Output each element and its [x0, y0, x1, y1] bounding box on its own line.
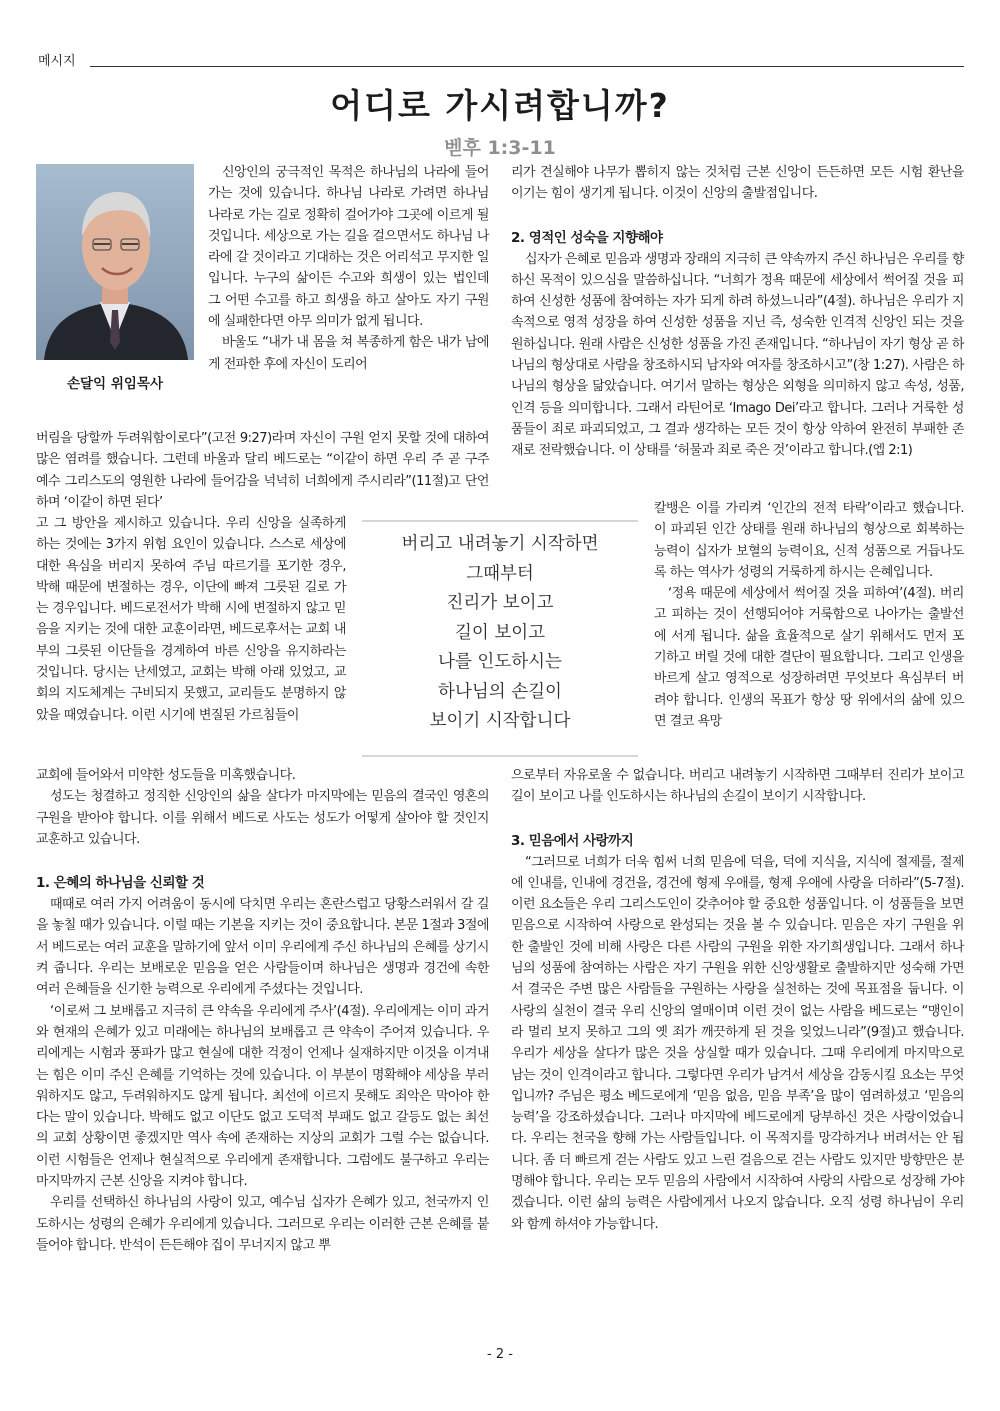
paragraph: 고 그 방안을 제시하고 있습니다. 우리 신앙을 실족하게 하는 것에는 3가지 위험 요인이 있습니다. 스스로 세상에 대한 욕심을 버리지 못하여 주님 따르기를 포기한 경우, 박해 때문에 변절하는 경우, 이단에 빠져 그릇된 길로 가는 경우입니다. 베드로전서가 박해 시에 변절하지 않고 믿음을 지키는 것에 대한 교훈이라면, 베드로후서는 교회 내부의 그릇된 이단들을 경계하여 바른 신앙을 유지하라는 것입니다. 당시는 난세였고, 교회는 박해 아래 있었고, 교회의 지도체계는 구비되지 못했고, 교리들도 분명하지 않았을 때였습니다. 이런 시기에 변질된 가르침들이	[36, 516, 346, 723]
pull-quote-line: 그때부터	[466, 563, 534, 584]
pull-quote-line: 하나님의 손길이	[438, 681, 562, 702]
pull-quote	[362, 520, 638, 757]
paragraph: 바울도 “내가 내 몸을 쳐 복종하게 함은 내가 남에게 전파한 후에 자신이 도리어	[208, 335, 489, 372]
left-column-narrow	[36, 513, 346, 726]
pastor-photo	[36, 164, 194, 360]
section-heading-2: 2. 영적인 성숙을 지향해야	[511, 229, 663, 246]
paragraph: 으로부터 자유로울 수 없습니다. 버리고 내려놓기 시작하면 그때부터 진리가 보이고 길이 보이고 나를 인도하시는 하나님의 손길이 보이기 시작합니다.	[511, 768, 964, 805]
section-heading-3: 3. 믿음에서 사랑까지	[511, 832, 634, 849]
paragraph: 교회에 들어와서 미약한 성도들을 미혹했습니다.	[36, 768, 296, 783]
paragraph: 때때로 여러 가지 어려움이 동시에 닥치면 우리는 혼란스럽고 당황스러워서 갈 길을 놓칠 때가 있습니다. 이럴 때는 기본을 지키는 것이 중요합니다. 본문 1절과 3절에서 베드로는 여러 교훈을 말하기에 앞서 이미 우리에게 주신 하나님의 은혜를 상기시켜 줍니다. 우리는 보배로운 믿음을 얻은 사람들이며 하나님은 생명과 경건에 속한 여러 은혜들을 신기한 능력으로 우리에게 주셨다는 것입니다.	[36, 897, 489, 998]
right-column-top	[511, 162, 964, 462]
pastor-caption: 손달익 위임목사	[67, 376, 163, 392]
pull-quote-line: 버리고 내려놓기 시작하면	[401, 534, 599, 554]
paragraph: 우리를 선택하신 하나님의 사랑이 있고, 예수님 십자가 은혜가 있고, 천국까지 인도하시는 성령의 은혜가 우리에게 있습니다. 그러므로 우리는 이러한 근본 은혜를 붙들어야 합니다. 반석이 든든해야 집이 무너지지 않고 뿌	[36, 1195, 489, 1253]
pull-quote-line: 보이기 시작합니다	[429, 711, 571, 731]
scripture-reference: 벧후 1:3-11	[444, 137, 556, 159]
paragraph: 성도는 청결하고 정직한 신앙인의 삶을 살다가 마지막에는 믿음의 결국인 영혼의 구원을 받아야 합니다. 이를 위해서 베드로 사도는 성도가 어떻게 살아야 할 것인지 교훈하고 있습니다.	[36, 789, 489, 847]
left-column-bottom	[36, 765, 489, 1256]
page-number: - 2 -	[487, 1347, 513, 1362]
paragraph: ‘이로써 그 보배롭고 지극히 큰 약속을 우리에게 주사’(4절). 우리에게는 이미 과거와 현재의 은혜가 있고 미래에는 하나님의 보배롭고 큰 약속이 주어져 있습니다. 우리에게는 시험과 풍파가 많고 현실에 대한 걱정이 언제나 실재하지만 이것을 이겨내는 힘은 이미 주신 은혜를 기억하는 것에 있습니다. 이 부분이 명확해야 세상을 부러워하지도 않고, 두려워하지도 않게 됩니다. 최선에 이르지 못해도 죄악은 막아야 한다는 말이 있습니다. 박해도 없고 이단도 없고 도덕적 부패도 없고 갈등도 없는 최선의 교회 상황이면 좋겠지만 역사 속에 존재하는 지상의 교회가 그럴 수는 없습니다. 이런 시험들은 언제나 현실적으로 우리에게 존재합니다. 그럼에도 불구하고 우리는 마지막까지 근본 신앙을 지켜야 합니다.	[36, 1003, 489, 1190]
right-column-narrow	[654, 498, 964, 732]
paragraph: 칼뱅은 이를 가리켜 ‘인간의 전적 타락’이라고 했습니다. 이 파괴된 인간 상태를 원래 하나님의 형상으로 회복하는 능력이 십자가 보혈의 능력이요, 신적 성품으로 거듭나도록 하는 역사가 성령의 거룩하게 하시는 은혜입니다.	[654, 501, 964, 580]
paragraph: 신앙인의 궁극적인 목적은 하나님의 나라에 들어가는 것에 있습니다. 하나님 나라로 가려면 하나님 나라로 가는 길로 정확히 걸어가야 그곳에 이르게 될 것입니다. 세상으로 가는 길을 걸으면서도 하나님 나라에 갈 것이라고 기대하는 것은 어리석고 무지한 일입니다. 누구의 삶이든 수고와 희생이 있는 법인데 그 어떤 수고를 하고 희생을 하고 살아도 자기 구원에 실패한다면 아무 의미가 없게 됩니다.	[208, 165, 489, 330]
header-rule	[90, 66, 964, 67]
intro-block	[208, 162, 489, 375]
paragraph: 십자가 은혜로 믿음과 생명과 장래의 지극히 큰 약속까지 주신 하나님은 우리를 향하신 목적이 있으심을 말씀하십니다. “너희가 정욕 때문에 세상에서 썩어질 것을 피하여 신성한 성품에 참여하는 자가 되게 하려 하셨느니라”(4절). 하나님은 우리가 지속적으로 영적 성장을 하여 신성한 성품을 지닌 즉, 성숙한 인격적 신앙인 되는 것을 원하십니다. 원래 사람은 신성한 성품을 가진 존재입니다. “하나님이 자기 형상 곧 하나님의 형상대로 사람을 창조하시되 남자와 여자를 창조하시고”(창 1:27). 사람은 하나님의 형상을 닮았습니다. 여기서 말하는 형상은 외형을 의미하지 않고 속성, 성품, 인격 등을 의미합니다. 그래서 라틴어로 ‘Imago Dei’라고 합니다. 그러나 거룩한 성품들이 죄로 파괴되었고, 그 결과 생각하는 모든 것이 항상 악하여 완전히 부패한 존재로 전락했습니다. 이 상태를 ‘허물과 죄로 죽은 것’이라고 합니다.(엡 2:1)	[511, 251, 964, 459]
paragraph: “그러므로 너희가 더욱 힘써 너희 믿음에 덕을, 덕에 지식을, 지식에 절제를, 절제에 인내를, 인내에 경건을, 경건에 형제 우애를, 형제 우애에 사랑을 더하라”(5-7절). 이런 요소들은 우리 그리스도인이 갖추어야 할 중요한 성품입니다. 이 성품들을 보면 믿음으로 시작하여 사랑으로 완성되는 것을 볼 수 있습니다. 믿음은 자기 구원을 위한 출발인 것에 비해 사랑은 다른 사람의 구원을 위한 자기희생입니다. 그래서 하나님의 성품에 참여하는 사람은 자기 구원을 위한 신앙생활로 출발하지만 성숙해 가면서 결국은 주변 많은 사람들을 구원하는 사랑을 실천하는 것에 목표점을 둡니다. 이 사랑의 실천이 결국 우리 신앙의 열매이며 이런 것이 없는 사람을 베드로는 “맹인이라 멀리 보지 못하고 그의 옛 죄가 깨끗하게 된 것을 잊었느니라”(9절)고 했습니다. 우리가 세상을 살다가 많은 것을 상실할 때가 있습니다. 그때 우리에게 마지막으로 남는 것이 인격이라고 합니다. 그렇다면 우리가 남겨서 세상을 감동시킬 요소는 무엇입니까? 주님은 평소 베드로에게 ‘믿음 없음, 믿음 부족’을 많이 염려하셨고 ‘믿음의 능력’을 강조하셨습니다. 그러나 마지막에 베드로에게 당부하신 것은 사랑이었습니다. 우리는 천국을 향해 가는 사람들입니다. 이 목적지를 망각하거나 버려서는 안 됩니다. 좀 더 빠르게 걷는 사람도 있고 느린 걸음으로 걷는 사람도 있지만 방향만은 분명해야 합니다. 우리는 모두 믿음의 사람에서 시작하여 사랑의 사람으로 성장해 가야겠습니다. 이런 삶의 능력은 사람에게서 나오지 않습니다. 오직 성령 하나님이 우리와 함께 하셔야 가능합니다.	[511, 854, 964, 1232]
pull-quote-line: 길이 보이고	[454, 622, 546, 643]
paragraph: 리가 견실해야 나무가 뽑히지 않는 것처럼 근본 신앙이 든든하면 모든 시험 환난을 이기는 힘이 생기게 됩니다. 이것이 신앙의 출발점입니다.	[511, 165, 964, 202]
pull-quote-line: 나를 인도하시는	[438, 652, 562, 672]
paragraph: ‘정욕 때문에 세상에서 썩어질 것을 피하여’(4절). 버리고 피하는 것이 선행되어야 거룩함으로 나아가는 출발선에 서게 됩니다. 삶을 효율적으로 살기 위해서도 먼저 포기하고 버릴 것에 대한 결단이 필요합니다. 그리고 인생을 바르게 살고 영적으로 성장하려면 무엇보다 욕심부터 버려야 합니다. 인생의 목표가 항상 땅 위에서의 삶에 있으면 결코 욕망	[654, 586, 964, 729]
right-column-bottom	[511, 765, 964, 1235]
portrait-image	[36, 164, 194, 360]
pull-quote-line: 진리가 보이고	[446, 593, 554, 613]
section-label: 메시지	[38, 54, 76, 69]
sermon-title: 어디로 가시려합니까?	[330, 86, 670, 125]
paragraph: 버림을 당할까 두려워함이로다”(고전 9:27)라며 자신이 구원 얻지 못할 것에 대하여 많은 염려를 했습니다. 그런데 바울과 달리 베드로는 “이같이 하면 우리 주 곧 구주 예수 그리스도의 영원한 나라에 들어감을 넉넉히 너희에게 주시리라”(11절)고 단언하며 ‘이같이 하면 된다’	[36, 431, 489, 510]
section-heading-1: 1. 은혜의 하나님을 신뢰할 것	[36, 875, 205, 892]
left-column-full	[36, 428, 489, 513]
